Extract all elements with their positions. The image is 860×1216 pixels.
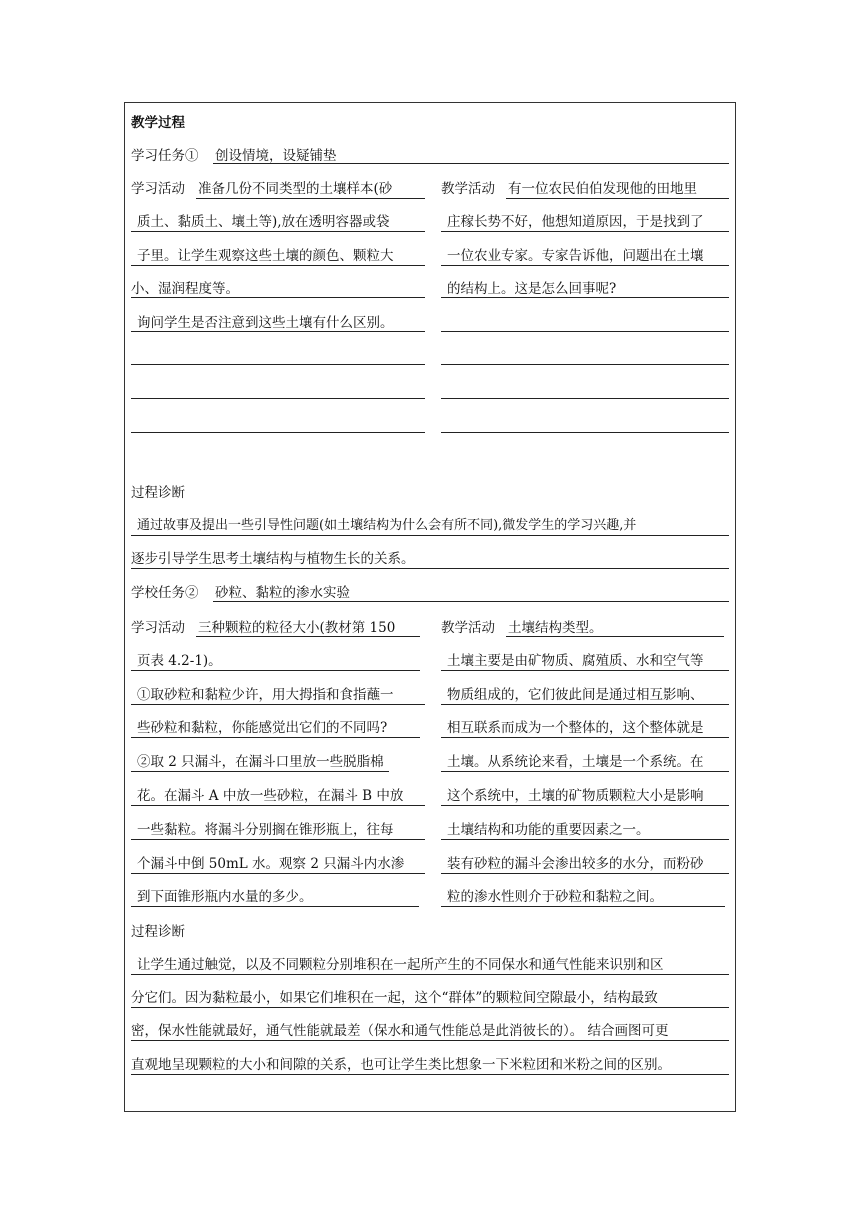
teach2-underline: [441, 839, 729, 840]
learn1-blank-line: [131, 364, 425, 365]
learn1-underline: [131, 265, 425, 266]
learn2-line: 花。在漏斗 A 中放一些砂粒，在漏斗 B 中放: [137, 788, 404, 804]
teach1-line: 有一位农民伯伯发现他的田地里: [508, 181, 697, 197]
learn2-underline: [131, 873, 425, 874]
diagnosis2-line: 直观地呈现颗粒的大小和间隙的关系，也可让学生类比想象一下米粒团和米粉之间的区别。: [131, 1057, 671, 1073]
diagnosis1-underline: [131, 568, 729, 569]
teach1-blank-line: [441, 432, 729, 433]
learn1-underline: [196, 198, 425, 199]
learn1-label: 学习活动: [131, 181, 185, 197]
task1-label: 学习任务①: [131, 148, 199, 164]
task2-underline: [213, 601, 729, 602]
teach2-line: 土壤。从系统论来看，土壤是一个系统。在: [447, 754, 704, 770]
teach2-underline: [441, 704, 729, 705]
teach2-underline: [441, 670, 729, 671]
learn1-blank-line: [131, 432, 425, 433]
diagnosis2-line: 分它们。因为黏粒最小，如果它们堆积在一起，这个“群体”的颗粒间空隙最小，结构最致: [131, 990, 658, 1006]
learn2-line: 些砂粒和黏粒，你能感觉出它们的不同吗?: [137, 720, 388, 736]
diagnosis2-underline: [131, 1074, 729, 1075]
task1-text: 创设情境，设疑铺垫: [215, 148, 337, 164]
teach2-line: 土壤主要是由矿物质、腐殖质、水和空气等: [447, 653, 704, 669]
learn2-line: 个漏斗中倒 50mL 水。观察 2 只漏斗内水渗: [137, 856, 405, 872]
teach2-line: 粒的渗水性则介于砂粒和黏粒之间。: [447, 889, 663, 905]
teach2-underline: [441, 873, 729, 874]
teach2-line: 土壤结构和功能的重要因素之一。: [447, 822, 650, 838]
learn2-underline: [131, 805, 425, 806]
diagnosis2-underline: [131, 1040, 729, 1041]
learn2-line: 到下面锥形瓶内水量的多少。: [137, 889, 313, 905]
learn2-underline: [131, 771, 389, 772]
learn1-line: 询问学生是否注意到这些土壤有什么区别。: [137, 315, 394, 331]
diagnosis1-label: 过程诊断: [131, 485, 185, 501]
teach2-underline: [441, 737, 729, 738]
learn2-underline: [131, 704, 425, 705]
teach2-line: 这个系统中，土壤的矿物质颗粒大小是影响: [447, 788, 704, 804]
teach2-line: 相互联系而成为一个整体的，这个整体就是: [447, 720, 704, 736]
teach1-line: 一位农业专家。专家告诉他，问题出在土壤: [447, 248, 704, 264]
teach2-underline: [441, 805, 729, 806]
diagnosis1-underline: [131, 535, 729, 536]
diagnosis2-underline: [131, 1007, 729, 1008]
learn2-underline: [131, 737, 420, 738]
teach2-line: 物质组成的，它们彼此间是通过相互影响、: [447, 687, 704, 703]
teach2-line: 土壤结构类型。: [508, 620, 603, 636]
task2-text: 砂粒、黏粒的渗水实验: [215, 585, 350, 601]
diagnosis2-label: 过程诊断: [131, 924, 185, 940]
learn1-line: 小、湿润程度等。: [131, 281, 239, 297]
diagnosis2-line: 让学生通过触觉，以及不同颗粒分别堆积在一起所产生的不同保水和通气性能来识别和区: [137, 957, 664, 973]
diagnosis2-line: 密，保水性能就最好，通气性能就最差（保水和通气性能总是此消彼长的）。 结合画图可更: [131, 1023, 669, 1039]
learn2-underline: [131, 670, 420, 671]
learn1-line: 质土、黏质土、壤土等),放在透明容器或袋: [137, 214, 390, 230]
diagnosis2-underline: [131, 974, 729, 975]
teach2-underline: [441, 771, 729, 772]
diagnosis1-line: 逐步引导学生思考土壤结构与植物生长的关系。: [131, 551, 415, 567]
learn2-line: 一些黏粒。将漏斗分别搁在锥形瓶上，往每: [137, 822, 394, 838]
teach1-blank-line: [441, 364, 729, 365]
teach1-underline: [441, 265, 729, 266]
learn2-line: 页表 4.2-1)。: [137, 653, 222, 669]
teach1-blank-line: [441, 398, 729, 399]
learn1-underline: [131, 297, 425, 298]
learn2-line: ①取砂粒和黏粒少许，用大拇指和食指蘸一: [137, 687, 394, 703]
learn2-line: 三种颗粒的粒径大小(教材第 150: [198, 620, 396, 636]
teach1-line: 庄稼长势不好，他想知道原因，于是找到了: [447, 214, 704, 230]
learn1-blank-line: [131, 398, 425, 399]
learn1-line: 子里。让学生观察这些土壤的颜色、颗粒大: [137, 248, 394, 264]
diagnosis1-line: 通过故事及提出一些引导性问题(如土壤结构为什么会有所不同),微发学生的学习兴趣,并: [137, 518, 637, 533]
teach1-underline: [441, 231, 729, 232]
learn2-line: ②取 2 只漏斗，在漏斗口里放一些脱脂棉: [137, 754, 384, 770]
task1-underline: [213, 163, 729, 164]
teach1-label: 教学活动: [441, 181, 495, 197]
task2-label: 学校任务②: [131, 585, 199, 601]
learn2-underline: [196, 636, 420, 637]
teach2-underline: [506, 636, 724, 637]
teach1-underline: [441, 297, 729, 298]
teach1-line: 的结构上。这是怎么回事呢?: [447, 281, 617, 297]
learn2-underline: [131, 839, 425, 840]
section-title: 教学过程: [131, 115, 185, 131]
learn1-underline: [131, 331, 425, 332]
learn1-underline: [131, 231, 425, 232]
learn1-line: 准备几份不同类型的土壤样本(砂: [198, 181, 393, 197]
teach2-line: 装有砂粒的漏斗会渗出较多的水分，而粉砂: [447, 856, 704, 872]
teach1-blank-line: [441, 331, 729, 332]
teach2-underline: [441, 906, 725, 907]
learn2-label: 学习活动: [131, 620, 185, 636]
teach2-label: 教学活动: [441, 620, 495, 636]
learn2-underline: [131, 906, 419, 907]
teach1-underline: [506, 198, 729, 199]
